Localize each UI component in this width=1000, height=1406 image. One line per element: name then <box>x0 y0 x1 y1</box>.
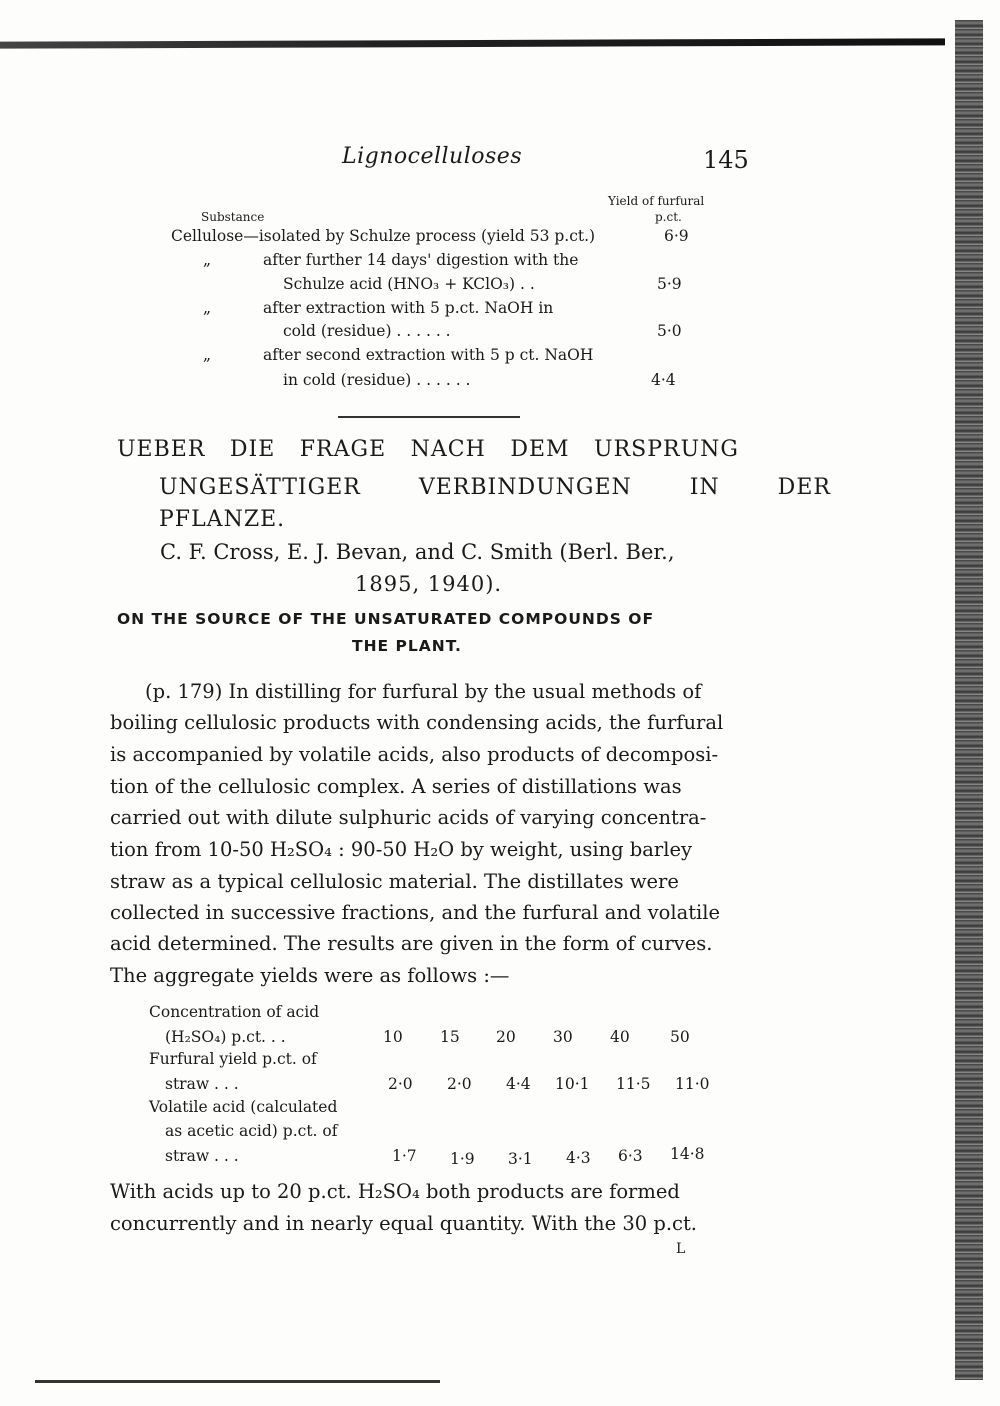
table2-furf-value: 10·1 <box>555 1075 590 1093</box>
title-word: DEM <box>510 437 570 462</box>
title-word: NACH <box>410 437 486 462</box>
table2-vol-value: 4·3 <box>566 1149 591 1167</box>
title-word: FRAGE <box>299 437 387 462</box>
table1-row1-value: 6·9 <box>664 227 689 245</box>
table2-furf-value: 2·0 <box>447 1075 472 1093</box>
body1-line4: tion of the cellulosic complex. A series of distillations was <box>110 775 682 798</box>
signature-mark: L <box>676 1241 686 1257</box>
title-word: UEBER <box>117 437 206 462</box>
table1-row2-line1: after further 14 days' digestion with the <box>263 251 579 269</box>
body1-line5: carried out with dilute sulphuric acids of varying concentra- <box>110 806 707 829</box>
table1-row3-mark: „ <box>203 299 212 317</box>
title-word: URSPRUNG <box>594 437 739 462</box>
table2-furf-label-l2: straw . . . <box>165 1075 239 1093</box>
table2-vol-value: 6·3 <box>618 1147 643 1165</box>
page-number: 145 <box>703 146 749 174</box>
section-rule <box>338 416 520 418</box>
table2-conc-label-l1: Concentration of acid <box>149 1003 320 1021</box>
table2-conc-value: 40 <box>610 1028 630 1046</box>
table2-vol-value: 1·9 <box>450 1150 475 1168</box>
scan-right-edge <box>955 20 983 1380</box>
table2-furf-value: 11·0 <box>675 1075 710 1093</box>
table1-row3-line1: after extraction with 5 p.ct. NaOH in <box>263 299 554 317</box>
scan-bottom-edge <box>35 1380 440 1383</box>
yield-header-l1: Yield of furfural <box>608 194 705 208</box>
table2-vol-label-l2: as acetic acid) p.ct. of <box>165 1122 338 1140</box>
table1-row3-value: 5·0 <box>657 322 682 340</box>
table2-furf-value: 4·4 <box>506 1075 531 1093</box>
table2-conc-value: 10 <box>383 1028 403 1046</box>
yield-header-l2: p.ct. <box>655 210 682 224</box>
article-title-line3: PFLANZE. <box>159 507 286 532</box>
authors: C. F. Cross, E. J. Bevan, and C. Smith (Berl. Ber., <box>160 540 675 564</box>
body2-line1: With acids up to 20 p.ct. H₂SO₄ both products are formed <box>110 1180 680 1203</box>
body1-line3: is accompanied by volatile acids, also products of decomposi- <box>110 743 719 766</box>
body1-line7: straw as a typical cellulosic material. The distillates were <box>110 870 679 893</box>
running-title: Lignocelluloses <box>342 144 523 169</box>
table2-vol-label-l3: straw . . . <box>165 1147 239 1165</box>
body1-line2: boiling cellulosic products with condensing acids, the furfural <box>110 711 724 734</box>
table1-row2-value: 5·9 <box>657 275 682 293</box>
body1-line1: (p. 179) In distilling for furfural by the usual methods of <box>145 680 702 703</box>
table1-row4-value: 4·4 <box>651 371 676 389</box>
table2-conc-value: 50 <box>670 1028 690 1046</box>
table2-conc-value: 30 <box>553 1028 573 1046</box>
substance-header: Substance <box>201 210 265 224</box>
table2-furf-label-l1: Furfural yield p.ct. of <box>149 1050 317 1068</box>
body1-line10: The aggregate yields were as follows :— <box>110 964 510 987</box>
table2-vol-value: 3·1 <box>508 1150 533 1168</box>
table1-row3-line2: cold (residue) . . . . . . <box>283 322 451 340</box>
citation: 1895, 1940). <box>355 572 503 596</box>
body1-line8: collected in successive fractions, and the furfural and volatile <box>110 901 721 924</box>
table2-furf-value: 2·0 <box>388 1075 413 1093</box>
body1-line9: acid determined. The results are given in the form of curves. <box>110 932 713 955</box>
table2-conc-label-l2: (H₂SO₄) p.ct. . . <box>165 1028 286 1046</box>
scan-top-edge <box>0 38 945 48</box>
english-title-line2: THE PLANT. <box>352 637 462 655</box>
body1-line6: tion from 10-50 H₂SO₄ : 90-50 H₂O by weight, using barley <box>110 838 693 861</box>
article-title-line1 <box>117 437 739 462</box>
table1-row2-line2: Schulze acid (HNO₃ + KClO₃) . . <box>283 275 535 293</box>
table1-row4-line1: after second extraction with 5 p ct. NaOH <box>263 346 594 364</box>
table2-conc-value: 15 <box>440 1028 460 1046</box>
table1-row4-mark: „ <box>203 346 212 364</box>
table1-row1-text: Cellulose—isolated by Schulze process (yield 53 p.ct.) <box>171 227 596 245</box>
table2-vol-value: 1·7 <box>392 1147 417 1165</box>
table1-row4-line2: in cold (residue) . . . . . . <box>283 371 471 389</box>
title-word: DIE <box>229 437 276 462</box>
article-title-line2: UNGESÄTTIGER VERBINDUNGEN IN DER <box>159 475 831 500</box>
table1-row2-mark: „ <box>203 251 212 269</box>
table2-vol-value: 14·8 <box>670 1145 705 1163</box>
english-title-line1: ON THE SOURCE OF THE UNSATURATED COMPOUNDS OF <box>117 610 655 628</box>
table2-vol-label-l1: Volatile acid (calculated <box>149 1098 338 1116</box>
table2-furf-value: 11·5 <box>616 1075 651 1093</box>
table2-conc-value: 20 <box>496 1028 516 1046</box>
body2-line2: concurrently and in nearly equal quantity. With the 30 p.ct. <box>110 1212 697 1235</box>
